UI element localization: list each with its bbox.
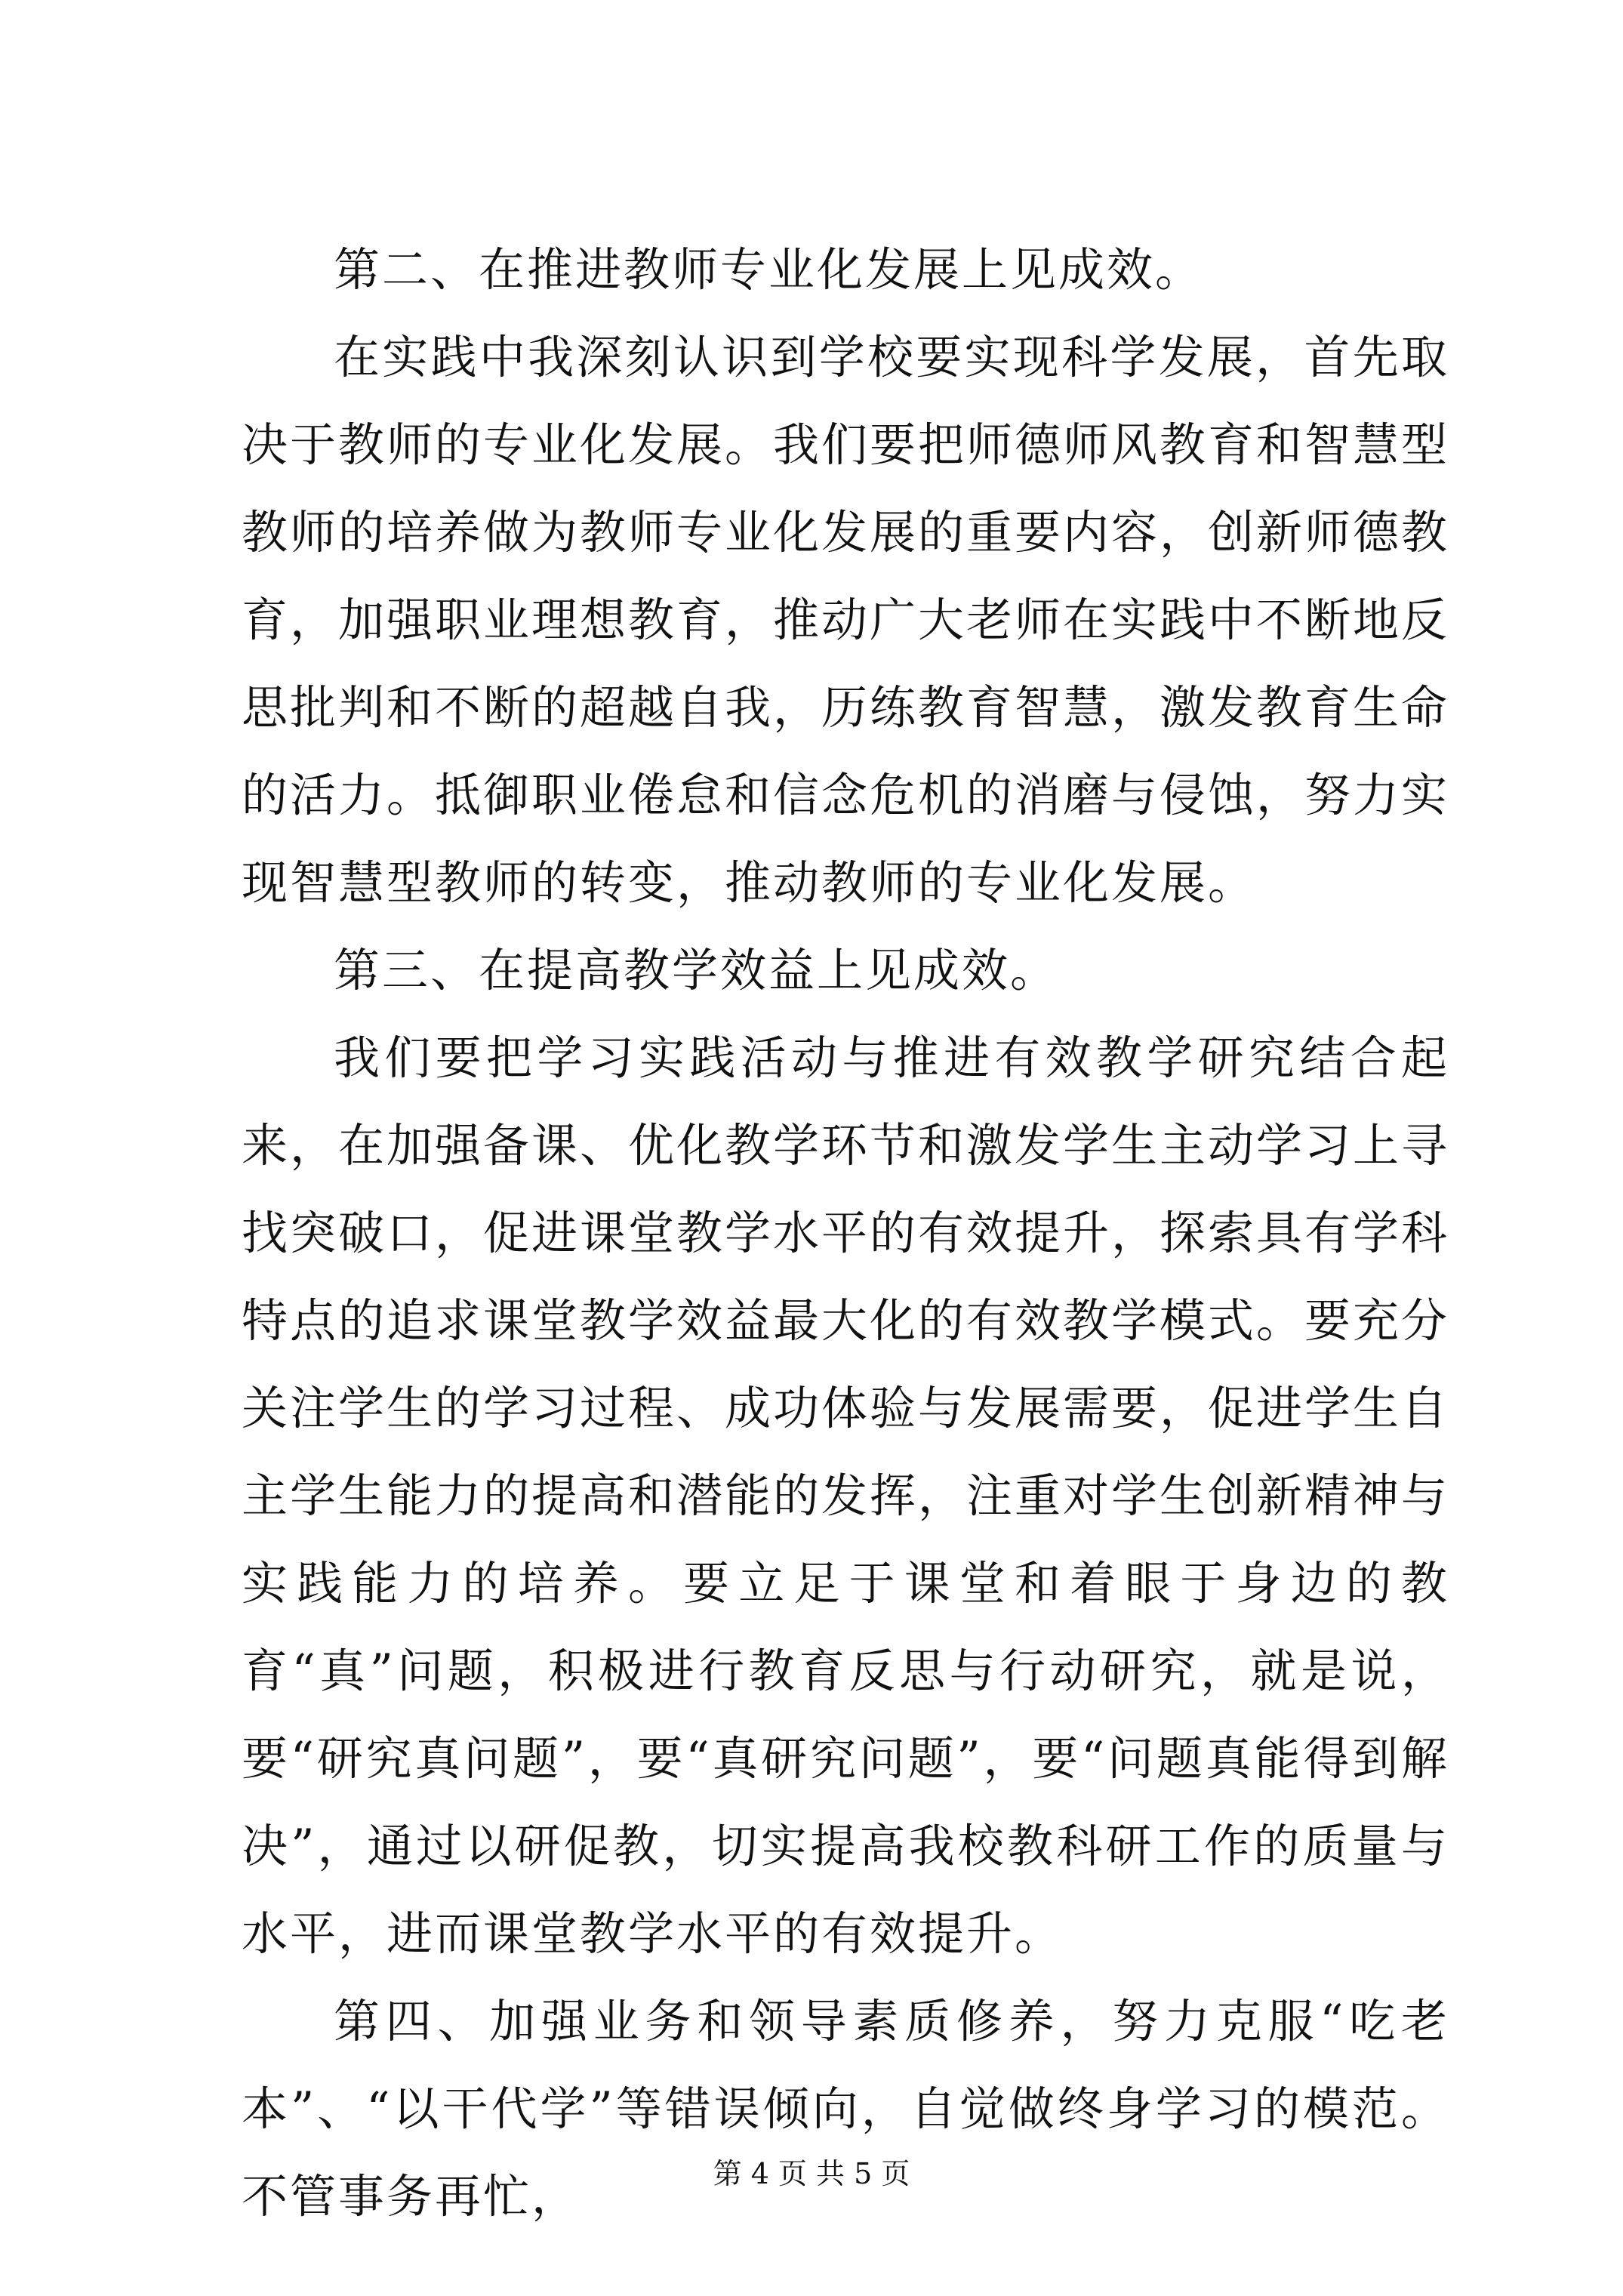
paragraph-teaching-efficiency: 我们要把学习实践活动与推进有效教学研究结合起来，在加强备课、优化教学环节和激发学生主动学习上寻找突破口，促进课堂教学水平的有效提升，探索具有学科特点的追求课堂教学效益最大化的有效教学模式。要充分关注学生的学习过程、成功体验与发展需要，促进学生自主学生能力的提高和潜能的发挥，注重对学生创新精神与实践能力的培养。要立足于课堂和着眼于身边的教育“真”问题，积极进行教育反思与行动研究，就是说，要“研究真问题”，要“真研究问题”，要“问题真能得到解决”，通过以研促教，切实提高我校教科研工作的质量与水平，进而课堂教学水平的有效提升。 [242,1031,1450,1961]
paragraph-heading-3: 第三、在提高教学效益上见成效。 [334,944,1059,997]
paragraph-heading-2: 第二、在推进教师专业化发展上见成效。 [334,243,1204,297]
page-number-footer: 第 4 页 共 5 页 [713,2157,910,2190]
paragraph-teacher-development: 在实践中我深刻认识到学校要实现科学发展，首先取决于教师的专业化发展。我们要把师德师风教育和智慧型教师的培养做为教师专业化发展的重要内容，创新师德教育，加强职业理想教育，推动广大老师在实践中不断地反思批判和不断的超越自我，历练教育智慧，激发教育生命的活力。抵御职业倦怠和信念危机的消磨与侵蚀，努力实现智慧型教师的转变，推动教师的专业化发展。 [242,331,1450,910]
document-body [242,227,1449,2241]
paragraph-heading-4: 第四、加强业务和领导素质修养，努力克服“吃老本”、“以干代学”等错误倾向，自觉做终身学习的模范。不管事务再忙， [242,1995,1449,2224]
